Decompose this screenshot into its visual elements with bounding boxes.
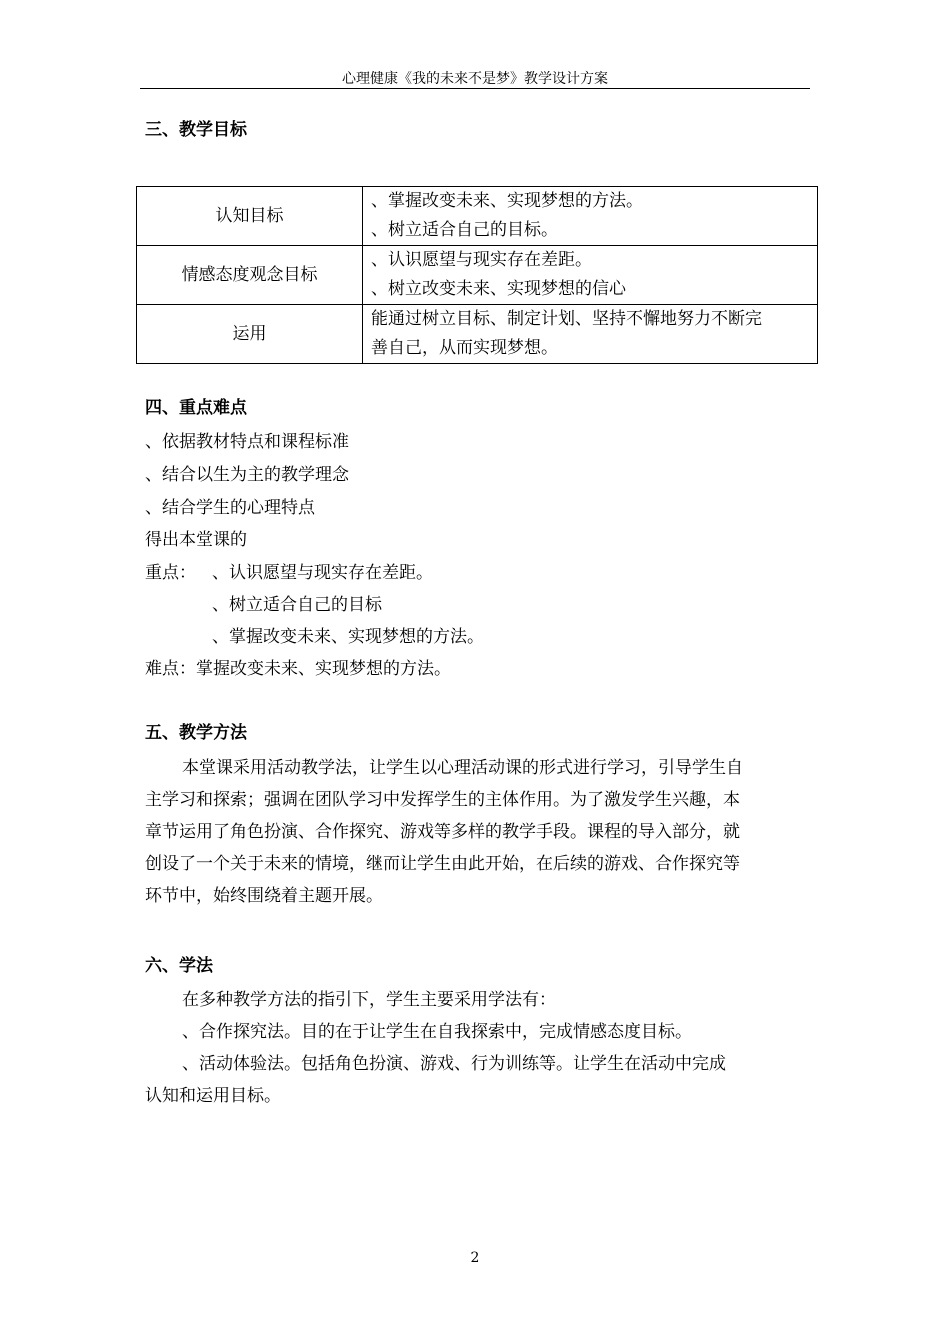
key-points-label: 重点：: [145, 563, 196, 583]
page-number: 2: [470, 1250, 480, 1266]
goal-label: 认知目标: [137, 187, 363, 246]
key-point-item: 、树立适合自己的目标: [212, 595, 382, 615]
goal-line: 、树立适合自己的目标。: [371, 220, 558, 240]
goal-content: [363, 246, 818, 305]
list-item: 、结合学生的心理特点: [145, 498, 315, 518]
section-heading-key-points: 四、重点难点: [145, 398, 247, 418]
paragraph-line: 环节中，始终围绕着主题开展。: [145, 886, 383, 906]
key-point-item: 、掌握改变未来、实现梦想的方法。: [212, 627, 484, 647]
list-item-continuation: 认知和运用目标。: [145, 1086, 281, 1106]
paragraph-line: 主学习和探索；强调在团队学习中发挥学生的主体作用。为了激发学生兴趣，本: [145, 790, 740, 810]
goal-label: 情感态度观念目标: [137, 246, 363, 305]
table-row: [137, 246, 818, 305]
goal-content: [363, 187, 818, 246]
section-heading-learning-method: 六、学法: [145, 956, 213, 976]
goal-label: 运用: [137, 305, 363, 364]
goal-line: 、认识愿望与现实存在差距。: [371, 250, 592, 270]
goal-line: 能通过树立目标、制定计划、坚持不懈地努力不断完: [371, 309, 762, 329]
header-divider: [140, 88, 810, 89]
goal-line: 善自己，从而实现梦想。: [371, 338, 558, 358]
paragraph-line: 本堂课采用活动教学法，让学生以心理活动课的形式进行学习，引导学生自: [182, 758, 743, 778]
paragraph-line: 创设了一个关于未来的情境，继而让学生由此开始，在后续的游戏、合作探究等: [145, 854, 740, 874]
list-item: 、活动体验法。包括角色扮演、游戏、行为训练等。让学生在活动中完成: [182, 1054, 726, 1074]
table-row: [137, 305, 818, 364]
paragraph-line: 在多种教学方法的指引下，学生主要采用学法有：: [182, 990, 556, 1010]
key-point-item: 、认识愿望与现实存在差距。: [212, 563, 433, 583]
list-item: 、合作探究法。目的在于让学生在自我探索中，完成情感态度目标。: [182, 1022, 692, 1042]
running-header: 心理健康《我的未来不是梦》教学设计方案: [342, 71, 608, 87]
table-row: [137, 187, 818, 246]
intro-text: 得出本堂课的: [145, 530, 247, 550]
section-heading-teaching-method: 五、教学方法: [145, 723, 247, 743]
goal-line: 、树立改变未来、实现梦想的信心: [371, 279, 626, 299]
paragraph-line: 章节运用了角色扮演、合作探究、游戏等多样的教学手段。课程的导入部分，就: [145, 822, 740, 842]
goals-table: [136, 186, 818, 364]
list-item: 、结合以生为主的教学理念: [145, 465, 349, 485]
list-item: 、依据教材特点和课程标准: [145, 432, 349, 452]
difficulty-text: 难点：掌握改变未来、实现梦想的方法。: [145, 659, 451, 679]
section-heading-teaching-goals: 三、教学目标: [145, 120, 247, 140]
goal-line: 、掌握改变未来、实现梦想的方法。: [371, 191, 643, 211]
goal-content: [363, 305, 818, 364]
